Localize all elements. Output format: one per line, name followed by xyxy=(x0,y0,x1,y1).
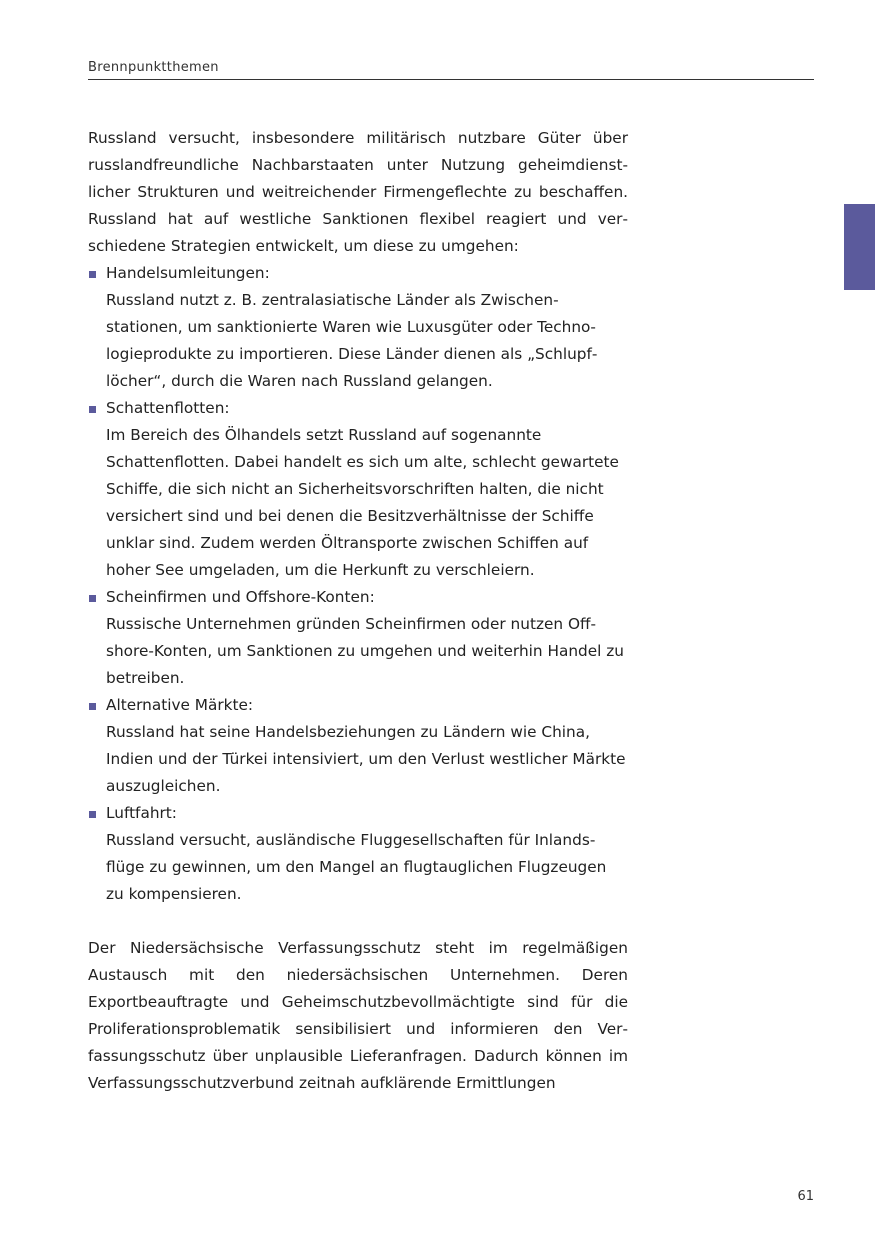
list-item xyxy=(88,395,628,584)
closing-paragraph: Der Niedersächsische Verfassungsschutz steht im regelmäßigen Austausch mit den niedersächsischen Unternehmen. Deren Exportbeauftragte und Geheimschutzbevollmächtigte sind für die Proliferationsproblematik sensibilisiert und informieren den Verfassungsschutz über unplausible Lieferanfragen. Dadurch können im Verfassungsschutzverbund zeitnah aufklärende Ermittlungen xyxy=(88,939,628,1092)
strategy-list xyxy=(88,260,628,908)
list-item-text: Im Bereich des Ölhandels setzt Russland auf sogenannte Schattenflotten. Dabei handelt es sich um alte, schlecht gewartete Schiffe, die sich nicht an Sicherheitsvorschriften halten, die nicht versichert sind und bei denen die Besitzverhältnisse der Schiffe unklar sind. Zudem werden Öltransporte zwischen Schiffen auf hoher See umgeladen, um die Herkunft zu verschleiern. xyxy=(106,426,619,579)
square-bullet-icon xyxy=(89,703,96,710)
paragraph-spacer xyxy=(88,908,628,935)
list-item xyxy=(88,800,628,908)
square-bullet-icon xyxy=(89,595,96,602)
chapter-tab-marker xyxy=(844,204,875,290)
square-bullet-icon xyxy=(89,271,96,278)
list-item xyxy=(88,584,628,692)
list-item xyxy=(88,692,628,800)
list-item-text: Russland hat seine Handelsbeziehungen zu Ländern wie China, Indien und der Türkei intensiviert, um den Verlust westlicher Märkte auszugleichen. xyxy=(106,723,626,795)
list-item-title: Alternative Märkte: xyxy=(106,696,254,714)
square-bullet-icon xyxy=(89,811,96,818)
list-item xyxy=(88,260,628,395)
list-item-title: Schattenflotten: xyxy=(106,399,230,417)
list-item-title: Scheinfirmen und Offshore-Konten: xyxy=(106,588,375,606)
header-title: Brennpunktthemen xyxy=(88,60,219,75)
body-text xyxy=(88,125,628,1097)
intro-paragraph: Russland versucht, insbesondere militärisch nutzbare Güter über russlandfreundliche Nachbarstaaten unter Nutzung geheimdienstlicher Strukturen und weitreichender Firmengeflechte zu beschaffen. Russland hat auf westliche Sanktionen flexibel reagiert und verschiedene Strategien entwickelt, um diese zu umgehen: xyxy=(88,129,628,255)
list-item-text: Russland nutzt z. B. zentralasiatische Länder als Zwischenstationen, um sanktionierte Waren wie Luxusgüter oder Technologieprodukte zu importieren. Diese Länder dienen als „Schlupflöcher“, durch die Waren nach Russland gelangen. xyxy=(106,291,598,390)
square-bullet-icon xyxy=(89,406,96,413)
list-item-text: Russland versucht, ausländische Fluggesellschaften für Inlandsflüge zu gewinnen, um den Mangel an flugtauglichen Flugzeugen zu kompensieren. xyxy=(106,831,607,903)
list-item-title: Handelsumleitungen: xyxy=(106,264,270,282)
running-header xyxy=(88,56,814,80)
page-number: 61 xyxy=(797,1189,814,1204)
list-item-text: Russische Unternehmen gründen Scheinfirmen oder nutzen Offshore-Konten, um Sanktionen zu umgehen und weiterhin Handel zu betreiben. xyxy=(106,615,624,687)
list-item-title: Luftfahrt: xyxy=(106,804,177,822)
